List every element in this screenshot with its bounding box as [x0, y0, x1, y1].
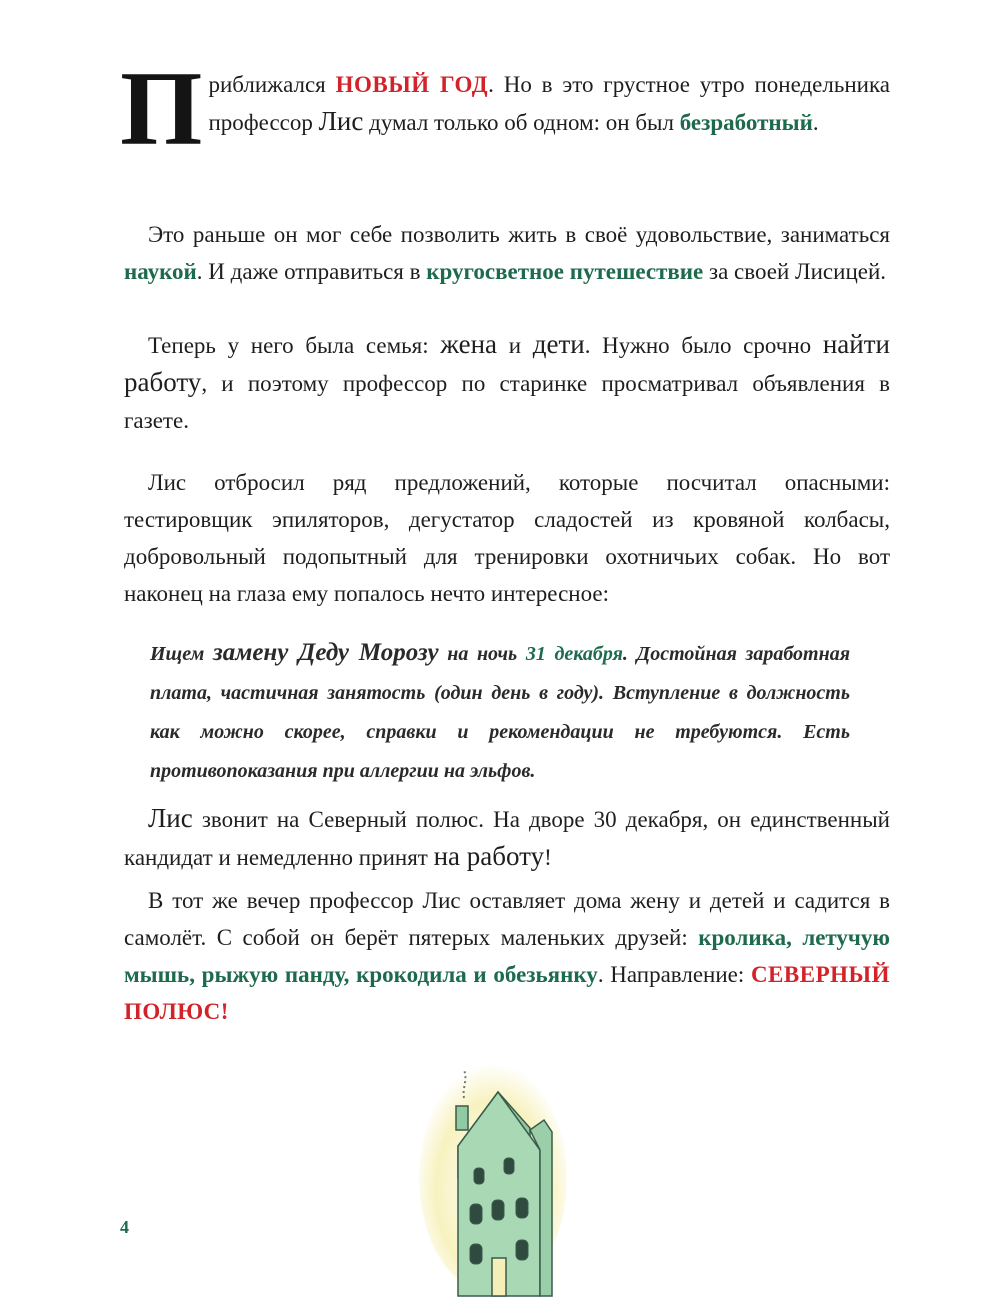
north-pole-highlight: СЕВЕРНЫЙ ПОЛЮС!	[124, 962, 890, 1024]
ad-text-1: Ищем	[150, 643, 213, 665]
world-trip-highlight: кругосветное путешествие	[426, 259, 704, 284]
p3-text-2: и	[497, 333, 533, 358]
newspaper-ad	[150, 633, 850, 791]
new-year-highlight: НОВЫЙ ГОД	[335, 72, 489, 97]
find-job-phrase: найти работу	[124, 329, 890, 397]
p2-text-3: за своей Лисицей.	[703, 259, 887, 284]
ad-text-2: на ночь	[438, 643, 526, 665]
santa-replacement-phrase: замену Деду Морозу	[212, 639, 439, 666]
p3-text-3: . Нужно было срочно	[584, 333, 823, 358]
unemployed-highlight: безработный	[679, 110, 813, 135]
p3-text-4: , и поэтому профессор по старинке просматривал объявления в газете.	[124, 371, 890, 433]
p5-text-1: звонит на Северный полюс. На дворе 30 декабря, он единственный кандидат и немедленно принят	[124, 807, 890, 870]
p4-text-1: Лис отбросил ряд предложений, которые посчитал опасными: тестировщик эпиляторов, дегустатор сладостей из кровяной колбасы, добровольный подопытный для тренировки охотничьих собак. Но вот наконец на глаза ему попалось нечто интересное:	[124, 470, 890, 606]
children-word: дети	[532, 329, 585, 359]
chimney	[456, 1106, 468, 1130]
p1-text-3: думал только об одном: он был	[363, 110, 680, 135]
p2-text-1: Это раньше он мог себе позволить жить в своё удовольствие, заниматься	[148, 222, 890, 247]
paragraph-3	[124, 326, 890, 439]
p1-text-1: риближался	[208, 72, 336, 97]
p1-text-4: .	[812, 110, 819, 135]
p2-text-2: . И даже отправиться в	[196, 259, 427, 284]
science-highlight: наукой	[124, 259, 197, 284]
drop-cap: П	[120, 50, 203, 167]
house-door	[492, 1258, 506, 1296]
paragraph-4	[124, 464, 890, 612]
paragraph-5	[124, 800, 890, 876]
lis-name-2: Лис	[148, 803, 193, 833]
ad-text-3: . Достойная заработная плата, частичная занятость (один день в году). Вступление в должность как можно скорее, справки и рекомендации не требуются. Есть противопоказания при аллергии на эльфов.	[150, 643, 851, 782]
page-number: 4	[120, 1217, 129, 1237]
dec-31-highlight: 31 декабря	[525, 643, 623, 665]
p6-text-1: В тот же вечер профессор Лис оставляет дома жену и детей и садится в самолёт. С собой он берёт пятерых маленьких друзей:	[124, 888, 890, 950]
paragraph-2	[124, 216, 890, 290]
paragraph-1	[120, 50, 890, 167]
p6-text-2: . Направление:	[597, 962, 751, 987]
lis-name: Лис	[318, 106, 364, 136]
wife-word: жена	[440, 329, 498, 359]
p5-text-2: !	[544, 845, 552, 870]
friends-highlight: кролика, летучую мышь, рыжую панду, крокодила и обезьянку	[124, 925, 890, 987]
p3-text-1: Теперь у него была семья:	[148, 333, 441, 358]
paragraph-6	[124, 882, 890, 1030]
p1-text-2: . Но в это грустное утро понедельника профессор	[208, 72, 890, 135]
hired-phrase: на работу	[433, 841, 545, 871]
house-illustration	[418, 1058, 568, 1302]
